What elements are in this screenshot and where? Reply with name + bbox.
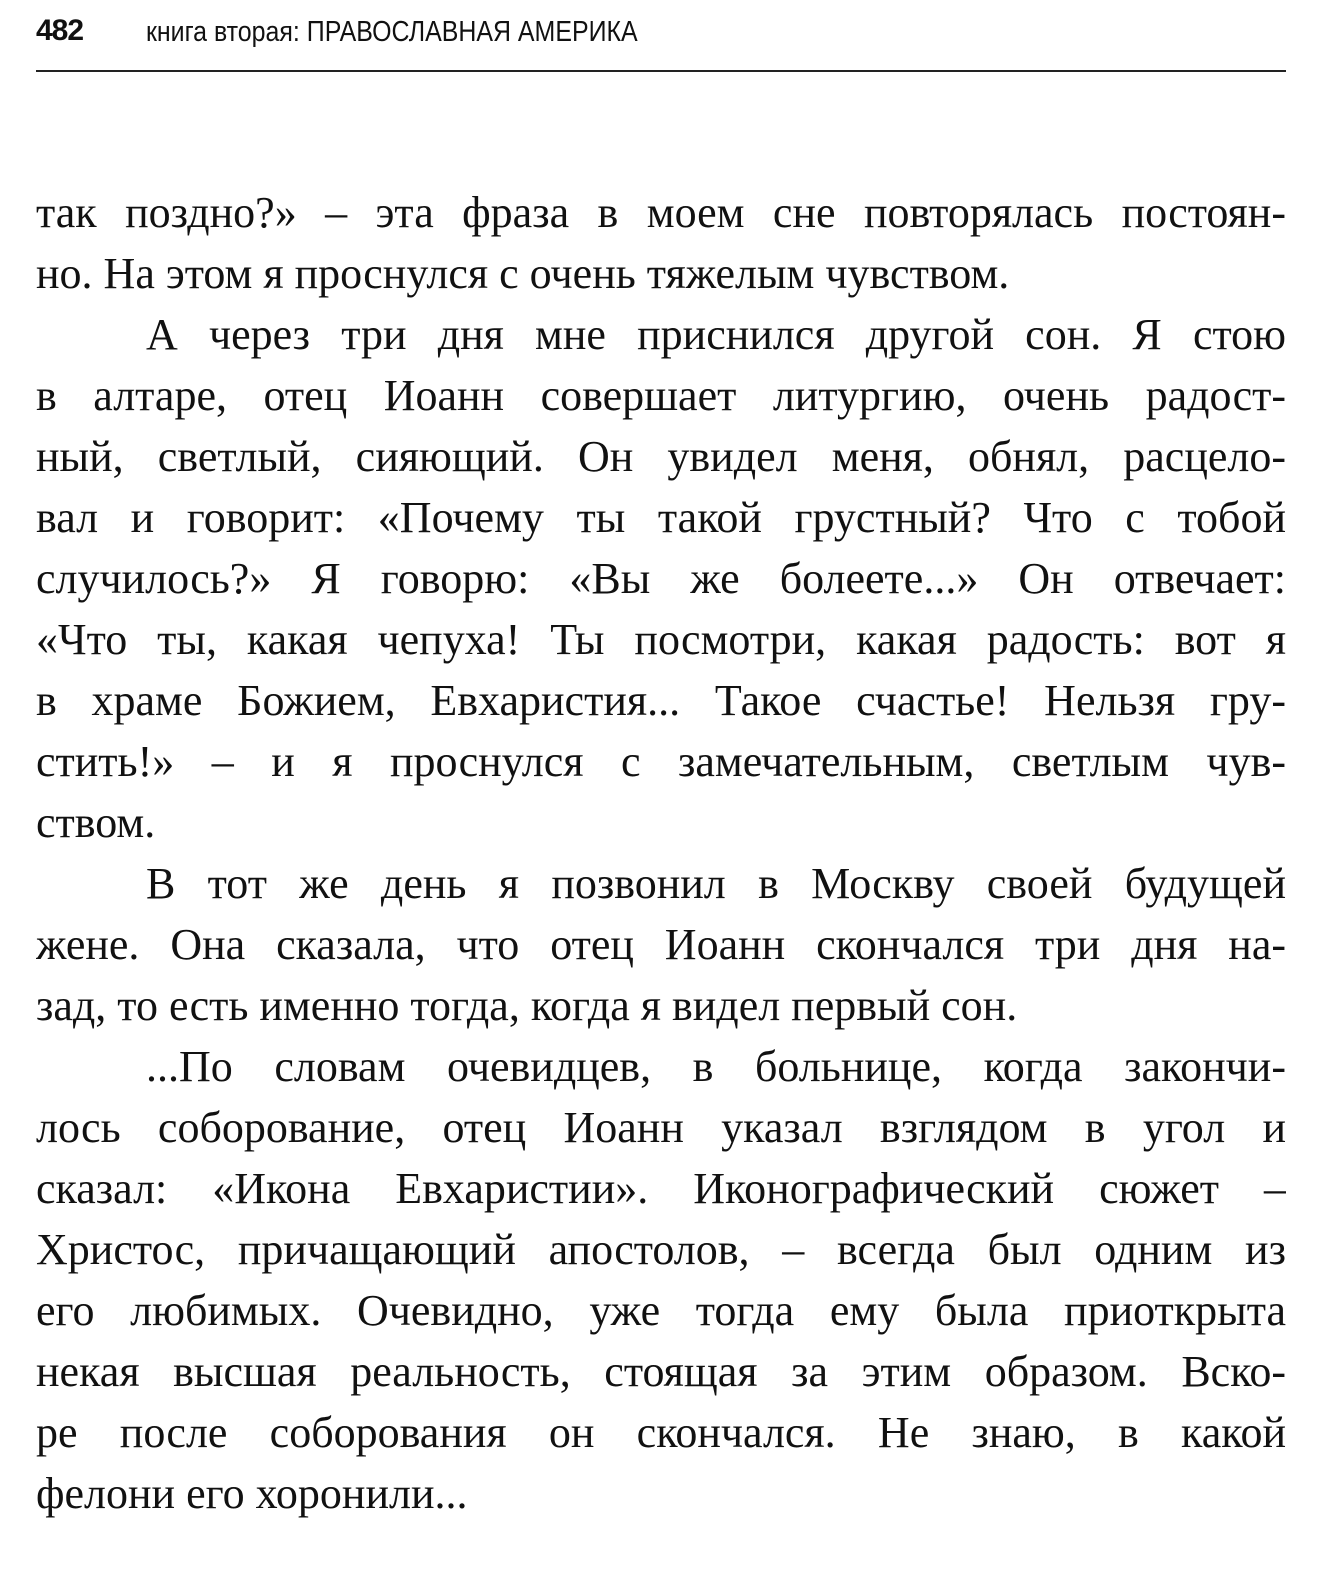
header-rule xyxy=(36,70,1286,72)
text-line: сказал: «Икона Евхаристии». Иконографический сюжет – xyxy=(36,1164,1286,1213)
text-line: так поздно?» – эта фраза в моем сне повторялась постоян- xyxy=(36,188,1286,237)
text-line: «Что ты, какая чепуха! Ты посмотри, какая радость: вот я xyxy=(36,615,1286,664)
text-line: в алтаре, отец Иоанн совершает литургию, очень радост- xyxy=(36,371,1286,420)
text-line: В тот же день я позвонил в Москву своей будущей xyxy=(146,859,1286,908)
text-line: вал и говорит: «Почему ты такой грустный? Что с тобой xyxy=(36,493,1286,542)
text-line: его любимых. Очевидно, уже тогда ему была приоткрыта xyxy=(36,1286,1286,1335)
text-line: зад, то есть именно тогда, когда я видел первый сон. xyxy=(36,981,1018,1030)
text-line: некая высшая реальность, стоящая за этим образом. Вско- xyxy=(36,1347,1286,1396)
text-line: ре после соборования он скончался. Не знаю, в какой xyxy=(36,1408,1286,1457)
text-line: но. На этом я проснулся с очень тяжелым чувством. xyxy=(36,249,1010,298)
body-text xyxy=(36,182,1286,1524)
text-line: лось соборование, отец Иоанн указал взглядом в угол и xyxy=(36,1103,1286,1152)
text-line: ...По словам очевидцев, в больнице, когда закончи- xyxy=(146,1042,1286,1091)
text-line: ством. xyxy=(36,798,156,847)
text-line: жене. Она сказала, что отец Иоанн скончался три дня на- xyxy=(36,920,1286,969)
text-line: А через три дня мне приснился другой сон. Я стою xyxy=(146,310,1286,359)
running-title: книга вторая: ПРАВОСЛАВНАЯ АМЕРИКА xyxy=(146,16,638,48)
text-line: стить!» – и я проснулся с замечательным, светлым чув- xyxy=(36,737,1286,786)
page-header xyxy=(36,14,1286,54)
text-line: случилось?» Я говорю: «Вы же болеете...» Он отвечает: xyxy=(36,554,1286,603)
text-line: Христос, причащающий апостолов, – всегда был одним из xyxy=(36,1225,1286,1274)
page-number: 482 xyxy=(36,14,84,47)
text-line: ный, светлый, сияющий. Он увидел меня, обнял, расцело- xyxy=(36,432,1286,481)
text-line: фелони его хоронили... xyxy=(36,1469,468,1518)
text-line: в храме Божием, Евхаристия... Такое счастье! Нельзя гру- xyxy=(36,676,1286,725)
